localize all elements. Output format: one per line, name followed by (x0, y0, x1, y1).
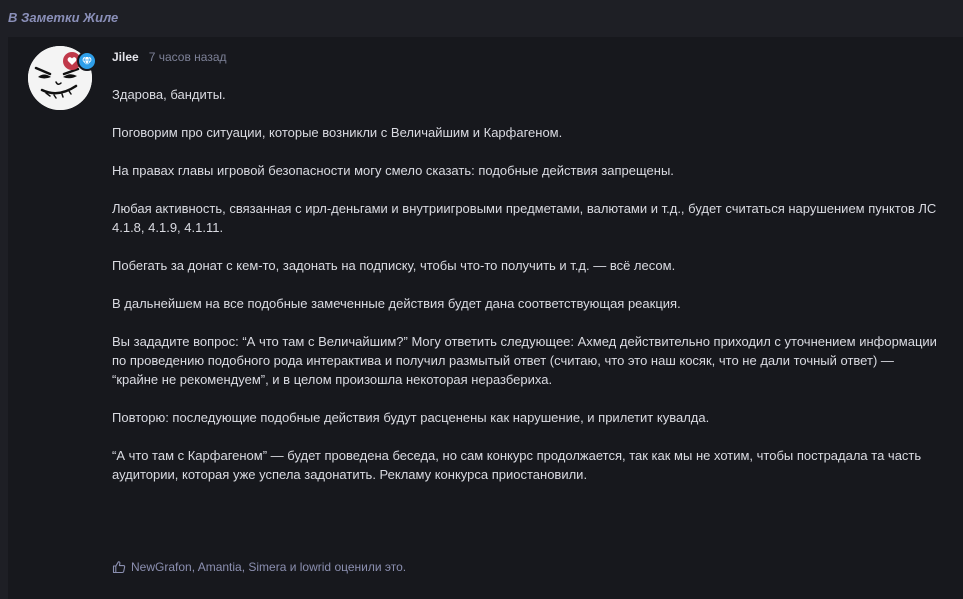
post-paragraph: “А что там с Карфагеном” — будет проведена беседа, но сам конкурс продолжается, так как мы не хотим, чтобы пострадала та часть аудитории, которая уже успела задонатить. Рекламу конкурса приостановили. (112, 448, 922, 482)
post-paragraph: Любая активность, связанная с ирл-деньгами и внутриигровыми предметами, валютами и т.д., будет считаться нарушением пунктов ЛС 4.1.8, 4.1.9, 4.1.11. (112, 201, 937, 235)
post (8, 37, 963, 599)
likes-bar (112, 558, 406, 576)
post-header (112, 50, 227, 66)
thumbs-up-icon[interactable] (112, 560, 126, 574)
diamond-badge-icon (77, 51, 97, 71)
avatar-container[interactable] (28, 46, 92, 110)
post-paragraph: Побегать за донат с кем-то, задонать на подписку, чтобы что-то получить и т.д. — всё лесом. (112, 258, 676, 273)
post-paragraph: Поговорим про ситуации, которые возникли с Величайшим и Карфагеном. (112, 125, 563, 140)
breadcrumb-bar (0, 0, 963, 36)
post-paragraph: Повторю: последующие подобные действия будут расценены как нарушение, и прилетит кувалда. (112, 410, 710, 425)
post-timestamp[interactable]: 7 часов назад (148, 50, 227, 64)
post-paragraph: Здарова, бандиты. (112, 87, 226, 102)
likes-text[interactable]: NewGrafon, Amantia, Simera и lowrid оценили это. (131, 560, 407, 574)
breadcrumb-link[interactable]: В Заметки Жиле (8, 10, 119, 25)
post-paragraph: В дальнейшем на все подобные замеченные действия будет дана соответствующая реакция. (112, 296, 681, 311)
post-content (112, 85, 942, 503)
author-name[interactable]: Jilee (112, 50, 139, 64)
post-paragraph: На правах главы игровой безопасности могу смело сказать: подобные действия запрещены. (112, 163, 674, 178)
post-paragraph: Вы зададите вопрос: “А что там с Величайшим?” Могу ответить следующее: Ахмед действительно приходил с уточнением информации по проведению подобного рода интерактива и получил размытый ответ (считаю, что это наш косяк, что не дали точный ответ) — “крайне не рекомендуем”, и в целом произошла некоторая неразбериха. (112, 334, 937, 387)
